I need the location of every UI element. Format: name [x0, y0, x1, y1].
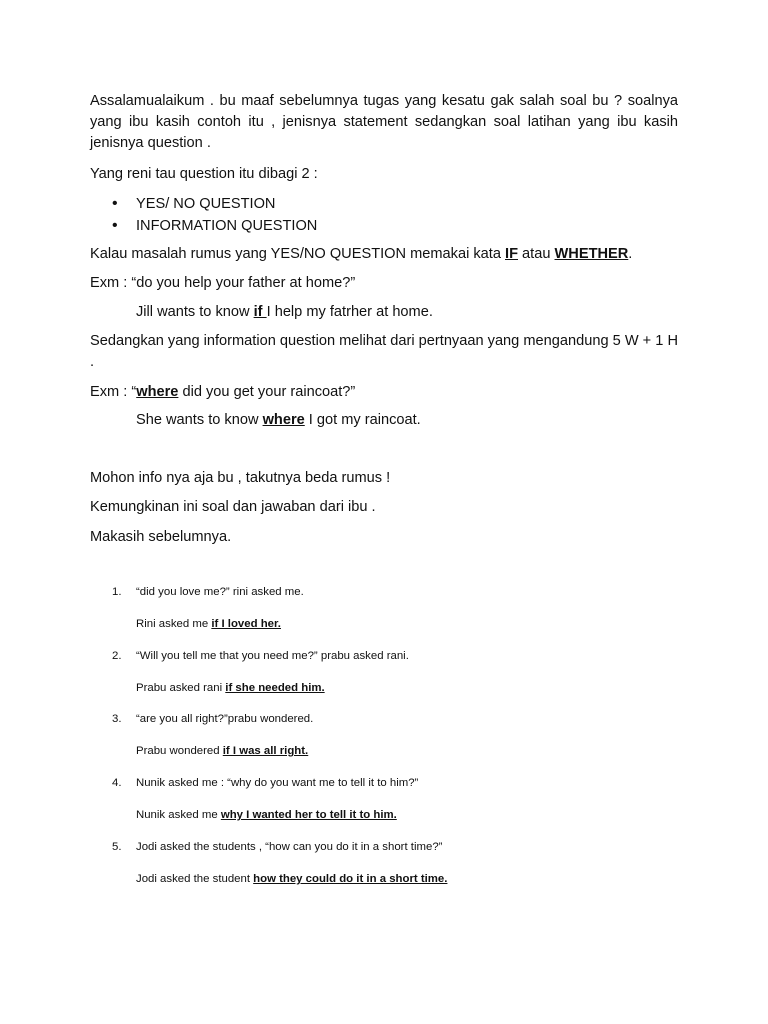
question-text: did you get your raincoat?”	[178, 384, 356, 400]
example-1-answer	[136, 302, 676, 323]
example-2-question	[90, 382, 678, 403]
rule-text: atau	[518, 246, 555, 262]
answer-text: Prabu asked rani	[136, 682, 226, 694]
question-types-list	[112, 193, 317, 237]
information-question-rule: Sedangkan yang information question melihat dari pertnyaan yang mengandung 5 W + 1 H .	[90, 333, 678, 370]
yes-no-rule	[90, 244, 678, 265]
answer-text: Prabu wondered	[136, 745, 223, 757]
keyword-whether: WHETHER	[554, 246, 629, 262]
rule-text: .	[628, 246, 633, 262]
exercise-number: 4.	[112, 777, 122, 789]
closing-line: Kemungkinan ini soal dan jawaban dari ibu .	[90, 499, 376, 515]
keyword-where: where	[262, 412, 305, 428]
answer-text: She wants to know	[136, 412, 263, 428]
exercise-answer	[136, 743, 308, 759]
exercise-question: “Will you tell me that you need me?” prabu asked rani.	[136, 650, 409, 662]
exercise-question: “did you love me?” rini asked me.	[136, 586, 304, 598]
exercise-question: Nunik asked me : “why do you want me to tell it to him?”	[136, 777, 419, 789]
exercise-number: 5.	[112, 841, 122, 853]
exercise-number: 3.	[112, 713, 122, 725]
answer-keyword: if I was all right.	[222, 745, 309, 757]
answer-keyword: if I loved her.	[211, 618, 281, 630]
answer-text: I help my fatrher at home.	[266, 304, 433, 320]
keyword-if: IF	[505, 246, 518, 262]
question-types-intro: Yang reni tau question itu dibagi 2 :	[90, 166, 318, 182]
answer-keyword: how they could do it in a short time.	[253, 873, 448, 885]
keyword-where: where	[136, 384, 179, 400]
answer-keyword: why I wanted her to tell it to him.	[220, 809, 397, 821]
closing-line: Mohon info nya aja bu , takutnya beda rumus !	[90, 470, 391, 486]
exercise-answer	[136, 616, 281, 632]
rule-text: Kalau masalah rumus yang YES/NO QUESTION memakai kata	[90, 246, 506, 262]
answer-keyword: if she needed him.	[225, 682, 325, 694]
answer-text: I got my raincoat.	[304, 412, 421, 428]
answer-text: Rini asked me	[136, 618, 212, 630]
example-1-question: Exm : “do you help your father at home?”	[90, 275, 356, 291]
keyword-if: if	[253, 304, 267, 320]
example-2-answer	[136, 410, 676, 431]
list-item: • YES/ NO QUESTION	[112, 193, 317, 215]
exercise-question: Jodi asked the students , “how can you do it in a short time?”	[136, 841, 443, 853]
question-text: Exm : “	[90, 384, 137, 400]
list-item: • INFORMATION QUESTION	[112, 215, 317, 237]
answer-text: Jill wants to know	[136, 304, 254, 320]
answer-text: Jodi asked the student	[136, 873, 254, 885]
exercise-answer	[136, 871, 447, 887]
exercise-number: 1.	[112, 586, 122, 598]
exercise-number: 2.	[112, 650, 122, 662]
intro-paragraph: Assalamualaikum . bu maaf sebelumnya tugas yang kesatu gak salah soal bu ? soalnya yang ibu kasih contoh itu , jenisnya statement sedangkan soal latihan yang ibu kasih jenisnya question .	[90, 93, 678, 151]
closing-line: Makasih sebelumnya.	[90, 529, 232, 545]
answer-text: Nunik asked me	[136, 809, 221, 821]
exercise-answer	[136, 807, 397, 823]
exercise-answer	[136, 680, 325, 696]
exercise-question: “are you all right?”prabu wondered.	[136, 713, 314, 725]
